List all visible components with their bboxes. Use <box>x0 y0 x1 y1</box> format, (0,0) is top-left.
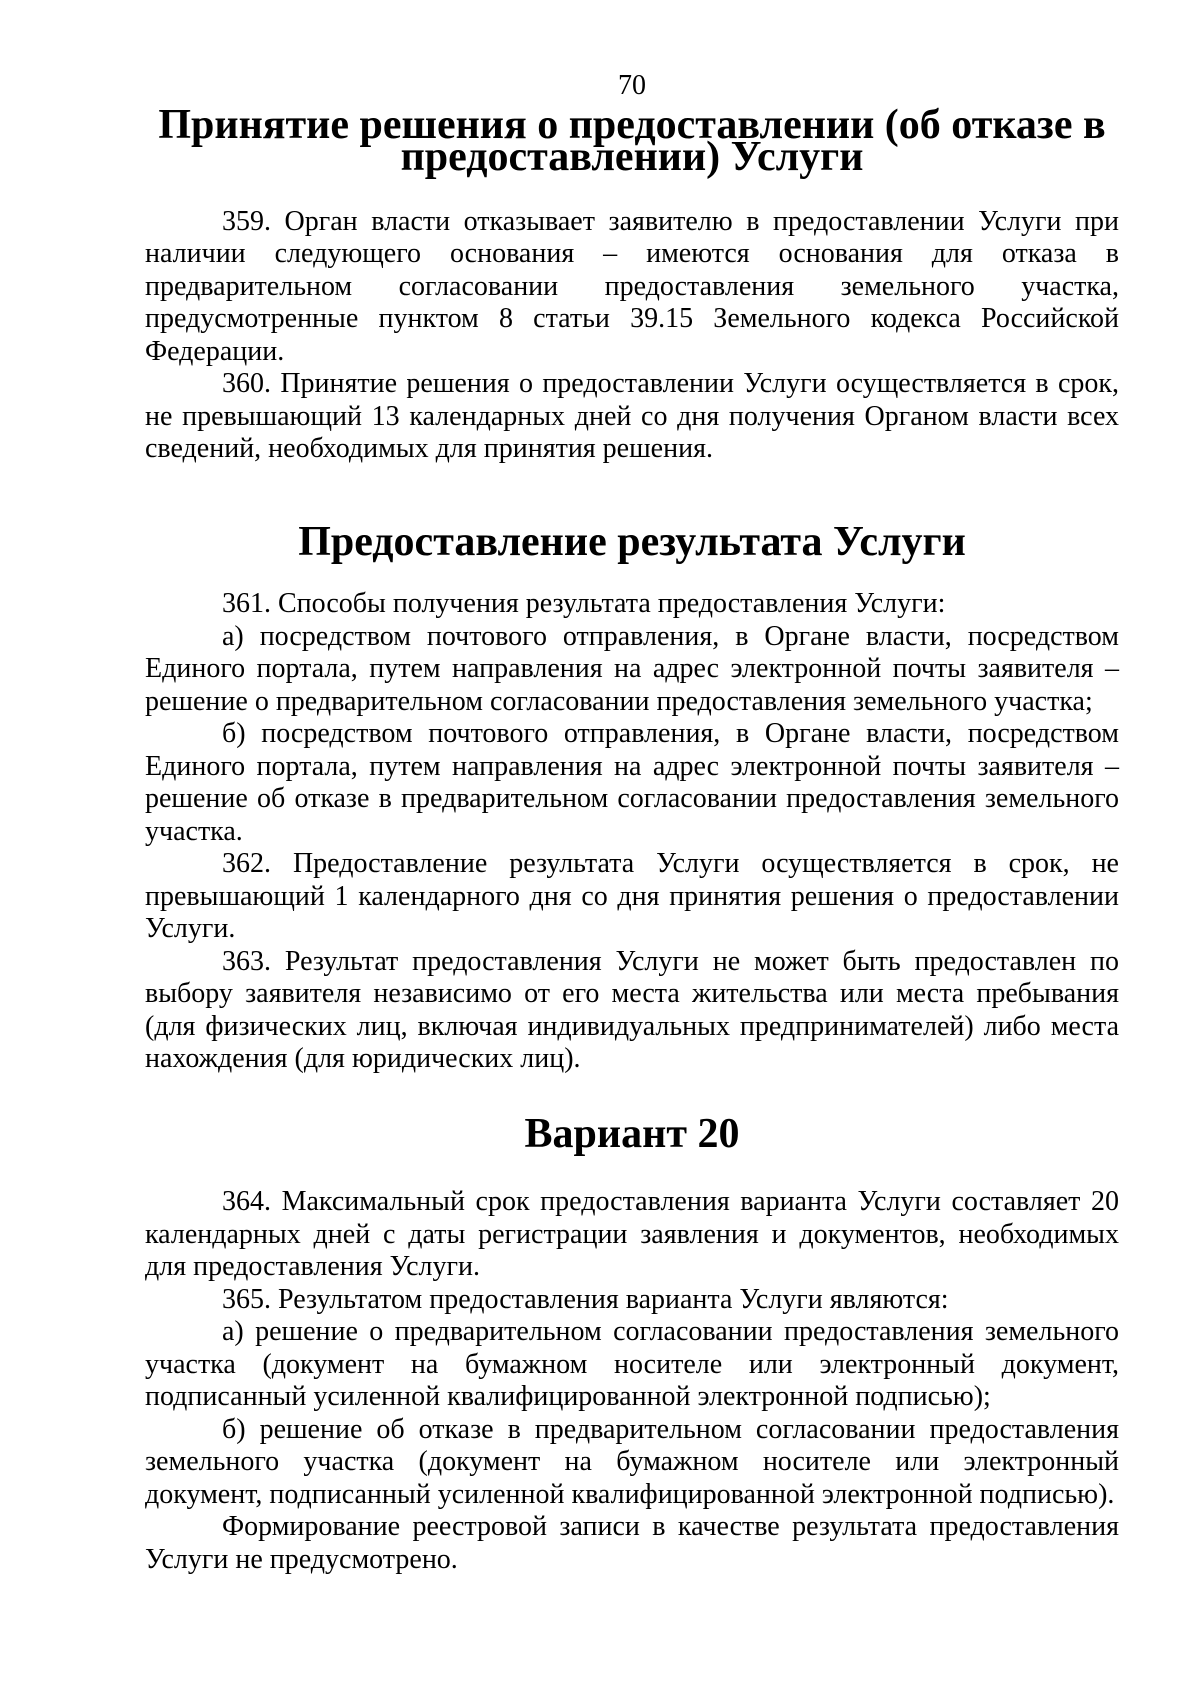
paragraph-364: 364. Максимальный срок предоставления варианта Услуги составляет 20 календарных дней с даты регистрации заявления и документов, необходимых для предоставления Услуги. <box>145 1186 1119 1282</box>
paragraph-362: 362. Предоставление результата Услуги осуществляется в срок, не превышающий 1 календарного дня со дня принятия решения о предоставлении Услуги. <box>145 848 1119 944</box>
paragraph-365: 365. Результатом предоставления варианта Услуги являются: <box>222 1283 949 1315</box>
page-number: 70 <box>618 70 646 101</box>
section-title-result: Предоставление результата Услуги <box>298 518 966 565</box>
paragraph-registry-note: Формирование реестровой записи в качестве результата предоставления Услуги не предусмотрено. <box>145 1511 1119 1575</box>
paragraph-361: 361. Способы получения результата предоставления Услуги: <box>222 588 946 619</box>
paragraph-365-a: а) решение о предварительном согласовании предоставления земельного участка (документ на бумажном носителе или электронный документ, подписанный усиленной квалифицированной электронной подписью); <box>145 1316 1119 1412</box>
paragraph-365-b: б) решение об отказе в предварительном согласовании предоставления земельного участка (документ на бумажном носителе или электронный документ, подписанный усиленной квалифицированной электронной подписью). <box>145 1413 1119 1510</box>
paragraph-360: 360. Принятие решения о предоставлении Услуги осуществляется в срок, не превышающий 13 календарных дней со дня получения Органом власти всех сведений, необходимых для принятия решения. <box>145 368 1119 464</box>
paragraph-363: 363. Результат предоставления Услуги не может быть предоставлен по выбору заявителя независимо от его места жительства или места пребывания (для физических лиц, включая индивидуальных предпринимателей) либо места нахождения (для юридических лиц). <box>145 945 1119 1074</box>
section-title-variant-20: Вариант 20 <box>524 1110 740 1157</box>
paragraph-361-b: б) посредством почтового отправления, в Органе власти, посредством Единого портала, путем направления на адрес электронной почты заявителя – решение об отказе в предварительном согласовании предоставления земельного участка. <box>145 718 1119 847</box>
paragraph-361-a: а) посредством почтового отправления, в Органе власти, посредством Единого портала, путем направления на адрес электронной почты заявителя – решение о предварительном согласовании предоставления земельного участка; <box>145 620 1119 717</box>
section-title-decision: Принятие решения о предоставлении (об отказе в предоставлении) Услуги <box>158 101 1106 180</box>
document-page <box>145 70 1119 1576</box>
paragraph-359: 359. Орган власти отказывает заявителю в предоставлении Услуги при наличии следующего основания – имеются основания для отказа в предварительном согласовании предоставления земельного участка, предусмотренные пунктом 8 статьи 39.15 Земельного кодекса Российской Федерации. <box>145 205 1119 367</box>
